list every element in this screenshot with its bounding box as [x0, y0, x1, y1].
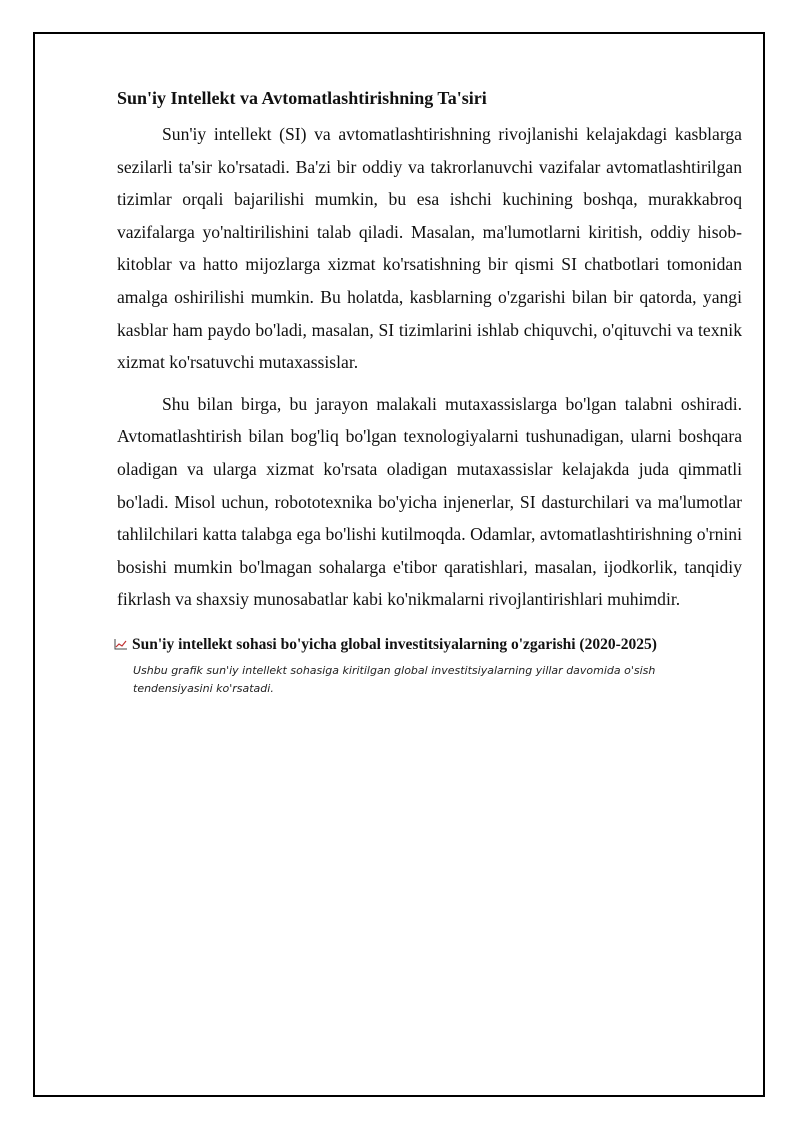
document-title: Sun'iy Intellekt va Avtomatlashtirishning Ta'siri	[117, 88, 487, 108]
paragraph-2: Shu bilan birga, bu jarayon malakali mutaxassislarga bo'lgan talabni oshiradi. Avtomatlashtirish bilan bog'liq bo'lgan texnologiyalarni tushunadigan, ularni boshqara oladigan va ularga xizmat ko'rsata oladigan mutaxassislar kelajakda juda qimmatli bo'ladi. Misol uchun, robototexnika bo'yicha injenerlar, SI dasturchilari va ma'lumotlar tahlilchilari katta talabga ega bo'lishi kutilmoqda. Odamlar, avtomatlashtirishning o'rnini bosishi mumkin bo'lmagan sohalarga e'tibor qaratishlari, masalan, ijodkorlik, tanqidiy fikrlash va shaxsiy munosabatlar kabi ko'nikmalarni rivojlantirishlari muhimdir.	[117, 393, 742, 610]
document-body	[117, 84, 742, 698]
paragraph-1: Sun'iy intellekt (SI) va avtomatlashtirishning rivojlanishi kelajakdagi kasblarga sezilarli ta'sir ko'rsatadi. Ba'zi bir oddiy va takrorlanuvchi vazifalar avtomatlashtirilgan tizimlar orqali bajarilishi mumkin, bu esa ishchi kuchining boshqa, murakkabroq vazifalarga yo'naltirilishini talab qiladi. Masalan, ma'lumotlarni kiritish, oddiy hisob-kitoblar va hatto mijozlarga xizmat ko'rsatishning bir qismi SI chatbotlari tomonidan amalga oshirilishi mumkin. Bu holatda, kasblarning o'zgarishi bilan bir qatorda, yangi kasblar ham paydo bo'ladi, masalan, SI tizimlarini ishlab chiquvchi, o'qituvchi va texnik xizmat ko'rsatuvchi mutaxassislar.	[117, 124, 742, 373]
chart-caption	[117, 634, 742, 698]
chart-increasing-icon	[114, 635, 128, 647]
chart-caption-description: Ushbu grafik sun'iy intellekt sohasiga kiritilgan global investitsiyalarning yillar davomida o'sish tendensiyasini ko'rsatadi.	[133, 663, 656, 695]
chart-caption-title-row	[114, 634, 742, 656]
chart-caption-title: Sun'iy intellekt sohasi bo'yicha global investitsiyalarning o'zgarishi (2020-2025)	[132, 635, 657, 653]
